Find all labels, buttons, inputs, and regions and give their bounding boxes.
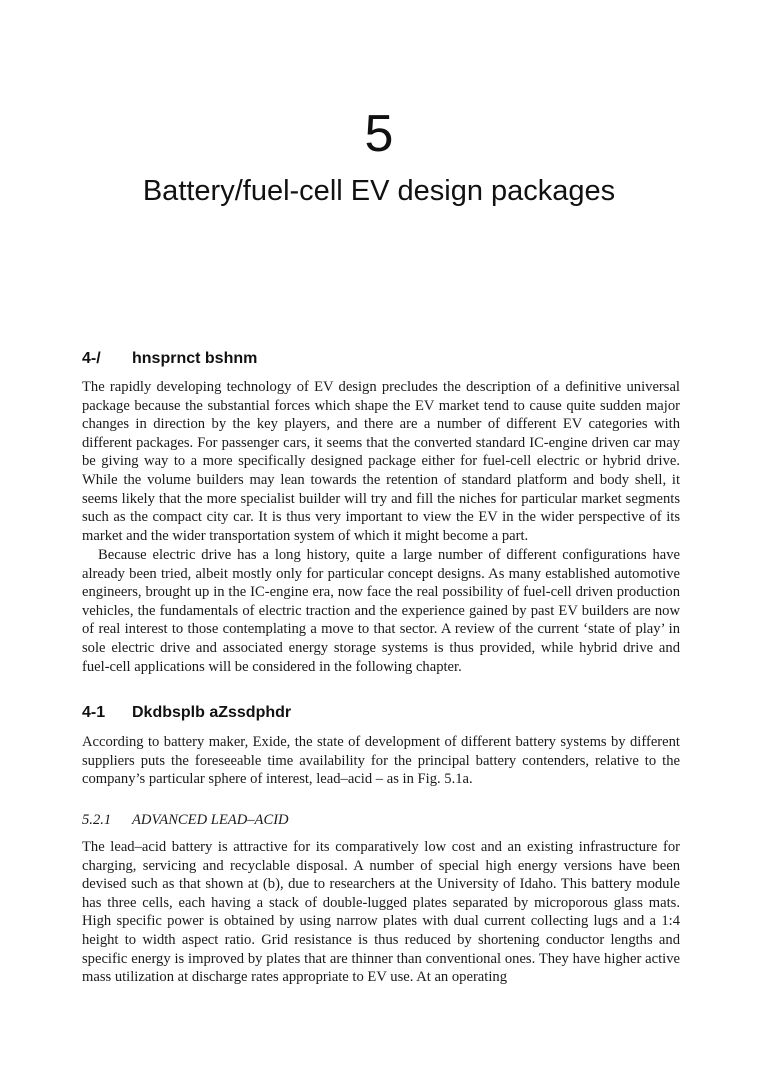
paragraph: The rapidly developing technology of EV design precludes the description of a definitive universal package because the substantial forces which shape the EV market tend to cause quite sudden major changes in direction by the key players, and there are a number of different EV categories with different packages. For passenger cars, it seems that the converted standard IC-engine driven car may be giving way to a more specifically designed package either for fuel-cell electric or hybrid drive. While the volume builders may lean towards the retention of standard platform and body shell, it seems likely that the more specialist builder will try and fill the niches for particular market segments such as the compact city car. It is thus very important to view the EV in the wider perspective of its market and the wider transportation system of which it might become a part. [82, 379, 680, 544]
subsection-heading [82, 811, 680, 830]
subsection-number: 5.2.1 [82, 812, 112, 828]
section-number: 4-1 [82, 704, 106, 721]
section-heading-battery [82, 702, 682, 724]
section-title: Dkdbsplb aZssdphdr [132, 704, 292, 721]
section-heading-introduction [82, 348, 682, 370]
subsection-title: ADVANCED LEAD–ACID [132, 812, 289, 828]
paragraph: Because electric drive has a long history, quite a large number of different configurations have already been tried, albeit mostly only for particular concept designs. As many established automotive engineers, brought up in the IC-engine era, now face the real possibility of fuel-cell driven production vehicles, the fundamentals of electric traction and the experience gained by past EV builders are now of real interest to those contemplating a move to that sector. A review of the current ‘state of play’ in sole electric drive and associated energy storage systems is thus provided, while hybrid drive and fuel-cell applications will be considered in the following chapter. [82, 547, 680, 675]
paragraph: According to battery maker, Exide, the state of development of different battery systems by different suppliers puts the foreseeable time availability for the principal battery contenders, relative to the company’s particular sphere of interest, lead–acid – as in Fig. 5.1a. [82, 734, 680, 788]
section-number: 4-/ [82, 350, 101, 367]
chapter-title: Battery/fuel-cell EV design packages [142, 175, 616, 207]
section-title: hnsprnct bshnm [132, 350, 258, 367]
chapter-number: 5 [364, 105, 394, 163]
paragraph: The lead–acid battery is attractive for its comparatively low cost and an existing infrastructure for charging, servicing and recyclable disposal. A number of special high energy versions have been devised such as that shown at (b), due to researchers at the University of Idaho. This battery module has three cells, each having a stack of double-lugged plates separated by microporous glass mats. High specific power is obtained by using narrow plates with dual current collecting lugs and a 1:4 height to width aspect ratio. Grid resistance is thus reduced by shortening conductor lengths and specific energy is improved by plates that are thinner than conventional ones. They have higher active mass utilization at discharge rates appropriate to EV use. At an operating [82, 839, 680, 986]
